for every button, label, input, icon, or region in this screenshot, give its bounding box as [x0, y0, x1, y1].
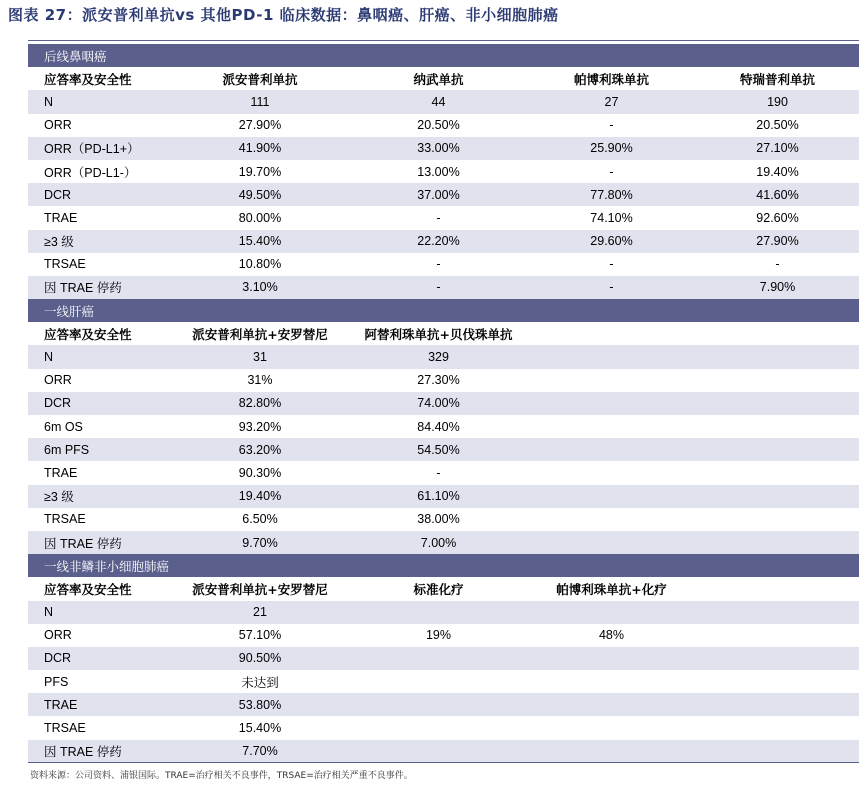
table-cell: 61.10% — [350, 485, 527, 508]
table-cell: 74.00% — [350, 392, 527, 415]
table-row — [28, 369, 859, 392]
table-cell — [527, 670, 696, 693]
table-cell — [527, 508, 696, 531]
table-cell: - — [350, 276, 527, 299]
table-row — [28, 485, 859, 508]
top-divider — [28, 40, 859, 41]
table-cell — [527, 415, 696, 438]
table-cell: 329 — [350, 345, 527, 368]
table-cell — [527, 485, 696, 508]
table-cell — [527, 740, 696, 763]
column-header: 纳武单抗 — [413, 71, 464, 87]
row-label: N — [28, 90, 170, 113]
table-cell: 7.90% — [696, 276, 859, 299]
table-row — [28, 740, 859, 763]
table-cell: - — [350, 206, 527, 229]
section-header-row — [28, 299, 859, 322]
table-cell: 111 — [170, 90, 350, 113]
table-cell — [350, 601, 527, 624]
table-row — [28, 601, 859, 624]
row-label: DCR — [28, 183, 170, 206]
table-cell: 90.50% — [170, 647, 350, 670]
table-cell — [527, 531, 696, 554]
table-row — [28, 624, 859, 647]
table-cell: - — [527, 253, 696, 276]
table-row — [28, 438, 859, 461]
row-label: ORR（PD-L1-） — [28, 160, 170, 183]
table-cell — [696, 716, 859, 739]
table-cell: 20.50% — [696, 114, 859, 137]
row-label: 因 TRAE 停药 — [28, 740, 170, 763]
table-cell — [350, 740, 527, 763]
table-cell — [527, 693, 696, 716]
table-cell: 37.00% — [350, 183, 527, 206]
column-header: 应答率及安全性 — [44, 71, 132, 87]
table-cell: 31 — [170, 345, 350, 368]
table-cell — [696, 647, 859, 670]
column-header: 标准化疗 — [413, 581, 464, 597]
section-header-row — [28, 554, 859, 577]
table-row — [28, 276, 859, 299]
table-cell: 27 — [527, 90, 696, 113]
column-header: 应答率及安全性 — [44, 326, 132, 342]
bottom-divider — [28, 762, 859, 763]
table-cell: 27.90% — [696, 230, 859, 253]
table-cell: 21 — [170, 601, 350, 624]
table-cell: 190 — [696, 90, 859, 113]
column-header-row — [28, 322, 859, 345]
column-header: 帕博利珠单抗 — [573, 71, 649, 87]
table-cell: 44 — [350, 90, 527, 113]
table-cell: 49.50% — [170, 183, 350, 206]
table-cell — [696, 438, 859, 461]
row-label: ≥3 级 — [28, 230, 170, 253]
table-row — [28, 114, 859, 137]
table-row — [28, 670, 859, 693]
table-cell: 3.10% — [170, 276, 350, 299]
table-cell: 15.40% — [170, 230, 350, 253]
table-cell: 9.70% — [170, 531, 350, 554]
table-cell — [527, 716, 696, 739]
row-label: 因 TRAE 停药 — [28, 531, 170, 554]
column-header: 派安普利单抗+安罗替尼 — [192, 581, 328, 597]
table-cell: 15.40% — [170, 716, 350, 739]
row-label: ORR（PD-L1+） — [28, 137, 170, 160]
table-cell — [527, 461, 696, 484]
table-cell: 6.50% — [170, 508, 350, 531]
table-row — [28, 253, 859, 276]
table-cell: 20.50% — [350, 114, 527, 137]
table-row — [28, 531, 859, 554]
table-cell — [527, 345, 696, 368]
table-cell — [696, 485, 859, 508]
table-cell: 19.70% — [170, 160, 350, 183]
table-cell: 92.60% — [696, 206, 859, 229]
table-cell — [696, 670, 859, 693]
table-cell: 77.80% — [527, 183, 696, 206]
table-cell: 82.80% — [170, 392, 350, 415]
section-title: 一线肝癌 — [28, 299, 859, 322]
table-cell — [696, 531, 859, 554]
row-label: N — [28, 345, 170, 368]
table-cell — [527, 392, 696, 415]
row-label: TRAE — [28, 693, 170, 716]
table-cell: 93.20% — [170, 415, 350, 438]
table-row — [28, 137, 859, 160]
table-cell — [696, 461, 859, 484]
table-cell: 25.90% — [527, 137, 696, 160]
table-cell — [696, 508, 859, 531]
column-header: 应答率及安全性 — [44, 581, 132, 597]
section-title: 后线鼻咽癌 — [28, 44, 859, 67]
row-label: ORR — [28, 114, 170, 137]
table-cell: 53.80% — [170, 693, 350, 716]
row-label: TRAE — [28, 461, 170, 484]
column-header-row — [28, 67, 859, 90]
table-cell — [527, 647, 696, 670]
source-note: 资料来源：公司资料、浦银国际。TRAE=治疗相关不良事件，TRSAE=治疗相关严重不良事件。 — [30, 771, 413, 781]
table-cell: 未达到 — [170, 670, 350, 693]
table-cell: 27.30% — [350, 369, 527, 392]
table-cell: 57.10% — [170, 624, 350, 647]
row-label: TRSAE — [28, 716, 170, 739]
table-row — [28, 716, 859, 739]
table-cell: 48% — [527, 624, 696, 647]
table-row — [28, 90, 859, 113]
table-cell — [696, 740, 859, 763]
table-row — [28, 693, 859, 716]
table-cell: 41.90% — [170, 137, 350, 160]
table-cell — [350, 647, 527, 670]
column-header — [527, 322, 696, 345]
column-header: 特瑞普利单抗 — [739, 71, 815, 87]
table-cell — [696, 693, 859, 716]
clinical-data-table — [28, 44, 859, 763]
table-cell: 31% — [170, 369, 350, 392]
table-cell: 19.40% — [696, 160, 859, 183]
column-header — [696, 577, 859, 600]
table-cell: 84.40% — [350, 415, 527, 438]
table-cell: - — [350, 461, 527, 484]
table-cell: 29.60% — [527, 230, 696, 253]
table-cell — [527, 601, 696, 624]
table-cell: 13.00% — [350, 160, 527, 183]
table-row — [28, 647, 859, 670]
table-row — [28, 415, 859, 438]
table-cell: - — [527, 276, 696, 299]
column-header: 阿替利珠单抗+贝伐珠单抗 — [364, 326, 513, 342]
table-cell — [350, 693, 527, 716]
row-label: 因 TRAE 停药 — [28, 276, 170, 299]
section-title: 一线非鳞非小细胞肺癌 — [28, 554, 859, 577]
table-cell — [696, 624, 859, 647]
row-label: 6m PFS — [28, 438, 170, 461]
row-label: PFS — [28, 670, 170, 693]
table-row — [28, 345, 859, 368]
row-label: ≥3 级 — [28, 485, 170, 508]
table-cell — [696, 392, 859, 415]
column-header: 派安普利单抗 — [222, 71, 298, 87]
table-cell — [350, 716, 527, 739]
row-label: ORR — [28, 369, 170, 392]
row-label: DCR — [28, 392, 170, 415]
table-cell: - — [527, 114, 696, 137]
column-header-row — [28, 577, 859, 600]
table-cell: 38.00% — [350, 508, 527, 531]
table-row — [28, 206, 859, 229]
table-cell — [696, 601, 859, 624]
table-cell: 7.70% — [170, 740, 350, 763]
table-cell: 22.20% — [350, 230, 527, 253]
table-cell: 33.00% — [350, 137, 527, 160]
table-cell: - — [527, 160, 696, 183]
table-row — [28, 183, 859, 206]
table-row — [28, 230, 859, 253]
table-row — [28, 508, 859, 531]
table-cell — [696, 415, 859, 438]
table-row — [28, 461, 859, 484]
table-cell: - — [350, 253, 527, 276]
table-row — [28, 392, 859, 415]
table-cell: 27.90% — [170, 114, 350, 137]
table-cell — [527, 369, 696, 392]
table-cell: 54.50% — [350, 438, 527, 461]
table-cell: 63.20% — [170, 438, 350, 461]
column-header: 派安普利单抗+安罗替尼 — [192, 326, 328, 342]
table-cell: 7.00% — [350, 531, 527, 554]
table-cell: 74.10% — [527, 206, 696, 229]
figure-title: 图表 27：派安普利单抗vs 其他PD-1 临床数据：鼻咽癌、肝癌、非小细胞肺癌 — [8, 6, 559, 24]
row-label: DCR — [28, 647, 170, 670]
table-cell — [527, 438, 696, 461]
table-cell: 19% — [350, 624, 527, 647]
table-cell — [696, 369, 859, 392]
table-cell: - — [696, 253, 859, 276]
table-cell — [696, 345, 859, 368]
table-cell: 41.60% — [696, 183, 859, 206]
row-label: 6m OS — [28, 415, 170, 438]
table-cell: 10.80% — [170, 253, 350, 276]
row-label: N — [28, 601, 170, 624]
row-label: ORR — [28, 624, 170, 647]
column-header — [696, 322, 859, 345]
table-row — [28, 160, 859, 183]
table-cell: 19.40% — [170, 485, 350, 508]
table-cell: 27.10% — [696, 137, 859, 160]
table-cell: 90.30% — [170, 461, 350, 484]
table-cell: 80.00% — [170, 206, 350, 229]
row-label: TRSAE — [28, 253, 170, 276]
section-header-row — [28, 44, 859, 67]
column-header: 帕博利珠单抗+化疗 — [556, 581, 667, 597]
row-label: TRSAE — [28, 508, 170, 531]
table-cell — [350, 670, 527, 693]
row-label: TRAE — [28, 206, 170, 229]
